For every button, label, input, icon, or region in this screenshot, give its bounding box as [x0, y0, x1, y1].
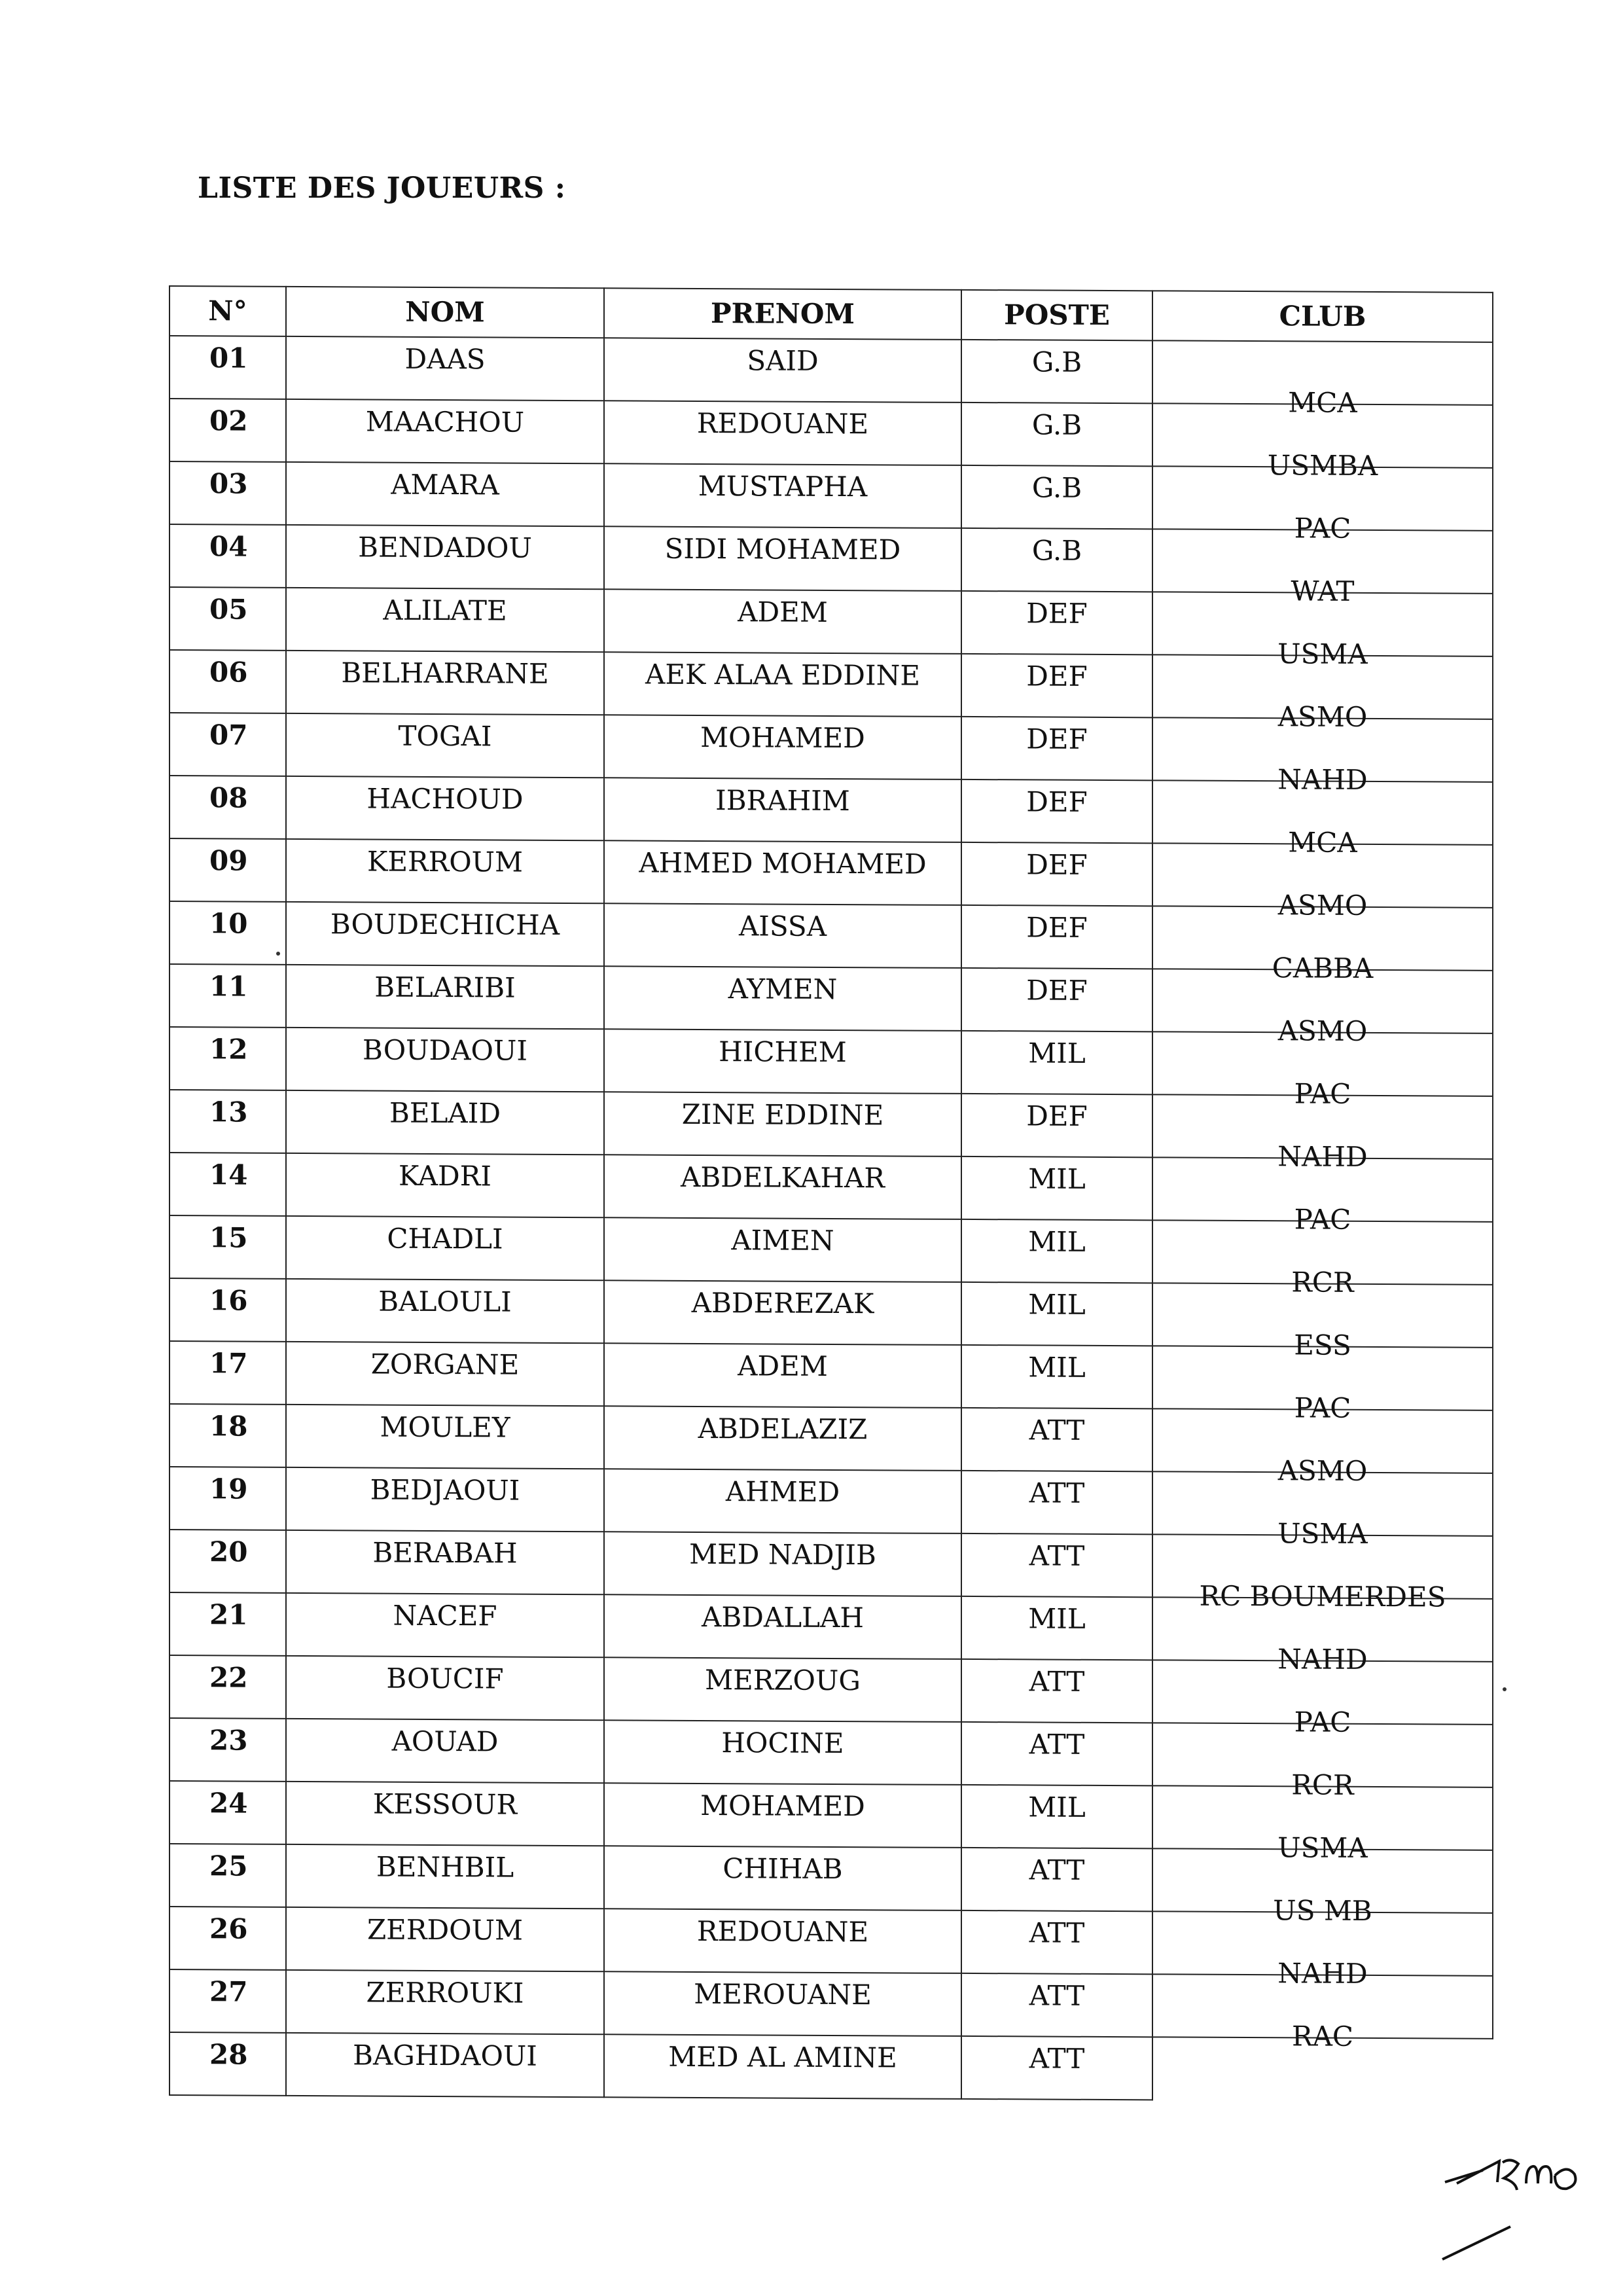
club-label: PAC: [1294, 1391, 1351, 1424]
cell-poste: ATT: [961, 1722, 1152, 1785]
cell-number: 17: [169, 1341, 286, 1405]
cell-poste: DEF: [961, 654, 1152, 717]
cell-poste: MIL: [961, 1282, 1152, 1346]
cell-prenom: ABDEREZAK: [604, 1280, 961, 1345]
cell-poste: MIL: [961, 1219, 1152, 1283]
club-label: RC BOUMERDES: [1199, 1579, 1446, 1613]
cell-prenom: ADEM: [604, 589, 961, 654]
table-row: [169, 336, 1493, 405]
cell-poste: ATT: [961, 1534, 1152, 1597]
cell-nom: DAAS: [286, 336, 604, 401]
cell-nom: TOGAI: [286, 713, 604, 778]
cell-nom: BELARIBI: [286, 965, 604, 1029]
cell-nom: KERROUM: [286, 839, 604, 903]
cell-poste: G.B: [961, 340, 1152, 403]
cell-prenom: MEROUANE: [604, 1971, 961, 2036]
club-label: RCR: [1291, 1266, 1354, 1299]
club-label: RCR: [1291, 1768, 1354, 1801]
cell-prenom: MOHAMED: [604, 1783, 961, 1848]
cell-nom: BELAID: [286, 1090, 604, 1155]
club-label: PAC: [1294, 1077, 1351, 1110]
club-label: WAT: [1291, 575, 1355, 607]
club-label: ESS: [1294, 1329, 1351, 1361]
cell-poste: MIL: [961, 1785, 1152, 1848]
cell-nom: KESSOUR: [286, 1782, 604, 1846]
header-number: N°: [169, 286, 286, 336]
cell-poste: G.B: [961, 465, 1152, 529]
cell-nom: BOUCIF: [286, 1656, 604, 1720]
cell-prenom: MED NADJIB: [604, 1532, 961, 1596]
cell-nom: HACHOUD: [286, 776, 604, 840]
cell-poste: DEF: [961, 717, 1152, 780]
cell-poste: ATT: [961, 1471, 1152, 1534]
cell-number: 07: [169, 713, 286, 776]
cell-prenom: MED AL AMINE: [604, 2034, 961, 2099]
signature: [1437, 2110, 1601, 2261]
cell-number: 09: [169, 838, 286, 902]
header-poste: POSTE: [961, 290, 1152, 340]
cell-prenom: MUSTAPHA: [604, 463, 961, 528]
cell-number: 15: [169, 1215, 286, 1279]
cell-number: 18: [169, 1404, 286, 1467]
cell-poste: G.B: [961, 528, 1152, 592]
cell-nom: BOUDECHICHA: [286, 902, 604, 966]
club-label: PAC: [1294, 1706, 1351, 1738]
club-label: MCA: [1288, 386, 1357, 419]
cell-number: 24: [169, 1781, 286, 1844]
cell-prenom: MOHAMED: [604, 715, 961, 780]
cell-nom: BENDADOU: [286, 525, 604, 589]
cell-number: 19: [169, 1467, 286, 1530]
cell-prenom: IBRAHIM: [604, 778, 961, 842]
cell-number: 11: [169, 964, 286, 1028]
cell-poste: G.B: [961, 403, 1152, 466]
cell-prenom: ABDELAZIZ: [604, 1406, 961, 1471]
cell-poste: ATT: [961, 1910, 1152, 1974]
cell-number: 28: [169, 2032, 286, 2096]
cell-prenom: MERZOUG: [604, 1657, 961, 1722]
club-label: NAHD: [1277, 763, 1368, 796]
cell-nom: ZERROUKI: [286, 1970, 604, 2034]
cell-poste: ATT: [961, 1973, 1152, 2037]
cell-nom: BERABAH: [286, 1530, 604, 1594]
cell-prenom: HICHEM: [604, 1029, 961, 1094]
cell-poste: MIL: [961, 1031, 1152, 1094]
header-prenom: PRENOM: [604, 288, 961, 340]
cell-number: 03: [169, 461, 286, 525]
club-label: ASMO: [1277, 1454, 1368, 1487]
cell-prenom: ABDALLAH: [604, 1594, 961, 1659]
cell-poste: ATT: [961, 1848, 1152, 1911]
cell-prenom: AIMEN: [604, 1217, 961, 1282]
cell-prenom: AHMED MOHAMED: [604, 840, 961, 905]
club-label: US MB: [1273, 1894, 1372, 1927]
cell-number: 02: [169, 399, 286, 462]
cell-nom: BOUDAOUI: [286, 1028, 604, 1092]
cell-number: 26: [169, 1907, 286, 1970]
cell-prenom: AHMED: [604, 1469, 961, 1534]
cell-poste: MIL: [961, 1596, 1152, 1660]
cell-prenom: ABDELKAHAR: [604, 1155, 961, 1219]
cell-nom: KADRI: [286, 1153, 604, 1217]
cell-nom: MAACHOU: [286, 399, 604, 463]
cell-nom: CHADLI: [286, 1216, 604, 1280]
club-label: USMA: [1277, 1831, 1368, 1864]
cell-nom: NACEF: [286, 1593, 604, 1657]
cell-number: 12: [169, 1027, 286, 1090]
cell-number: 27: [169, 1969, 286, 2033]
club-label: MCA: [1288, 826, 1357, 859]
cell-number: 13: [169, 1090, 286, 1153]
cell-number: 23: [169, 1718, 286, 1782]
club-label: USMBA: [1267, 449, 1378, 482]
club-label: PAC: [1294, 512, 1351, 545]
cell-number: 16: [169, 1278, 286, 1342]
cell-number: 25: [169, 1844, 286, 1907]
cell-nom: BEDJAOUI: [286, 1467, 604, 1532]
cell-number: 14: [169, 1153, 286, 1216]
cell-number: 22: [169, 1655, 286, 1719]
cell-prenom: ADEM: [604, 1343, 961, 1408]
cell-prenom: AISSA: [604, 903, 961, 968]
cell-prenom: SAID: [604, 338, 961, 403]
club-label: NAHD: [1277, 1140, 1368, 1173]
cell-prenom: REDOUANE: [604, 401, 961, 465]
cell-poste: DEF: [961, 905, 1152, 969]
club-label: ASMO: [1277, 889, 1368, 922]
cell-poste: DEF: [961, 1094, 1152, 1157]
club-label: PAC: [1294, 1203, 1351, 1236]
club-label: CABBA: [1272, 952, 1374, 984]
cell-number: 01: [169, 336, 286, 399]
table-header-row: [169, 286, 1493, 342]
cell-poste: DEF: [961, 780, 1152, 843]
club-label: USMA: [1277, 1517, 1368, 1550]
cell-number: 10: [169, 901, 286, 965]
club-label: ASMO: [1277, 1014, 1368, 1047]
cell-number: 04: [169, 524, 286, 588]
header-nom: NOM: [286, 287, 604, 338]
cell-number: 06: [169, 650, 286, 713]
cell-nom: ZERDOUM: [286, 1907, 604, 1971]
cell-nom: BENHBIL: [286, 1844, 604, 1909]
cell-poste: ATT: [961, 1408, 1152, 1471]
cell-prenom: AYMEN: [604, 966, 961, 1031]
cell-poste: DEF: [961, 968, 1152, 1031]
cell-nom: ALILATE: [286, 588, 604, 652]
cell-poste: DEF: [961, 591, 1152, 655]
cell-nom: BAGHDAOUI: [286, 2033, 604, 2097]
cell-poste: DEF: [961, 842, 1152, 906]
club-label: NAHD: [1277, 1643, 1368, 1676]
cell-number: 05: [169, 587, 286, 651]
cell-nom: ZORGANE: [286, 1342, 604, 1406]
cell-club: [1152, 340, 1493, 419]
club-label: RAC: [1291, 2020, 1354, 2053]
header-club: CLUB: [1152, 291, 1493, 342]
cell-number: 20: [169, 1530, 286, 1593]
cell-poste: ATT: [961, 1659, 1152, 1723]
cell-nom: AOUAD: [286, 1719, 604, 1783]
scan-speck: [1503, 1687, 1507, 1691]
club-label: ASMO: [1277, 700, 1368, 733]
cell-poste: ATT: [961, 2036, 1152, 2100]
cell-poste: MIL: [961, 1157, 1152, 1220]
cell-number: 21: [169, 1592, 286, 1656]
cell-prenom: HOCINE: [604, 1720, 961, 1785]
club-label: NAHD: [1277, 1957, 1368, 1990]
cell-prenom: AEK ALAA EDDINE: [604, 652, 961, 717]
cell-nom: MOULEY: [286, 1405, 604, 1469]
players-table: [169, 285, 1493, 2102]
page-title: LISTE DES JOUEURS :: [198, 171, 566, 205]
cell-prenom: SIDI MOHAMED: [604, 526, 961, 591]
cell-nom: BELHARRANE: [286, 651, 604, 715]
cell-poste: MIL: [961, 1345, 1152, 1408]
cell-nom: AMARA: [286, 462, 604, 526]
scan-speck: [276, 952, 280, 956]
cell-prenom: CHIHAB: [604, 1846, 961, 1910]
cell-number: 08: [169, 776, 286, 839]
cell-prenom: REDOUANE: [604, 1909, 961, 1973]
cell-nom: BALOULI: [286, 1279, 604, 1343]
cell-prenom: ZINE EDDINE: [604, 1092, 961, 1157]
club-label: USMA: [1277, 637, 1368, 670]
